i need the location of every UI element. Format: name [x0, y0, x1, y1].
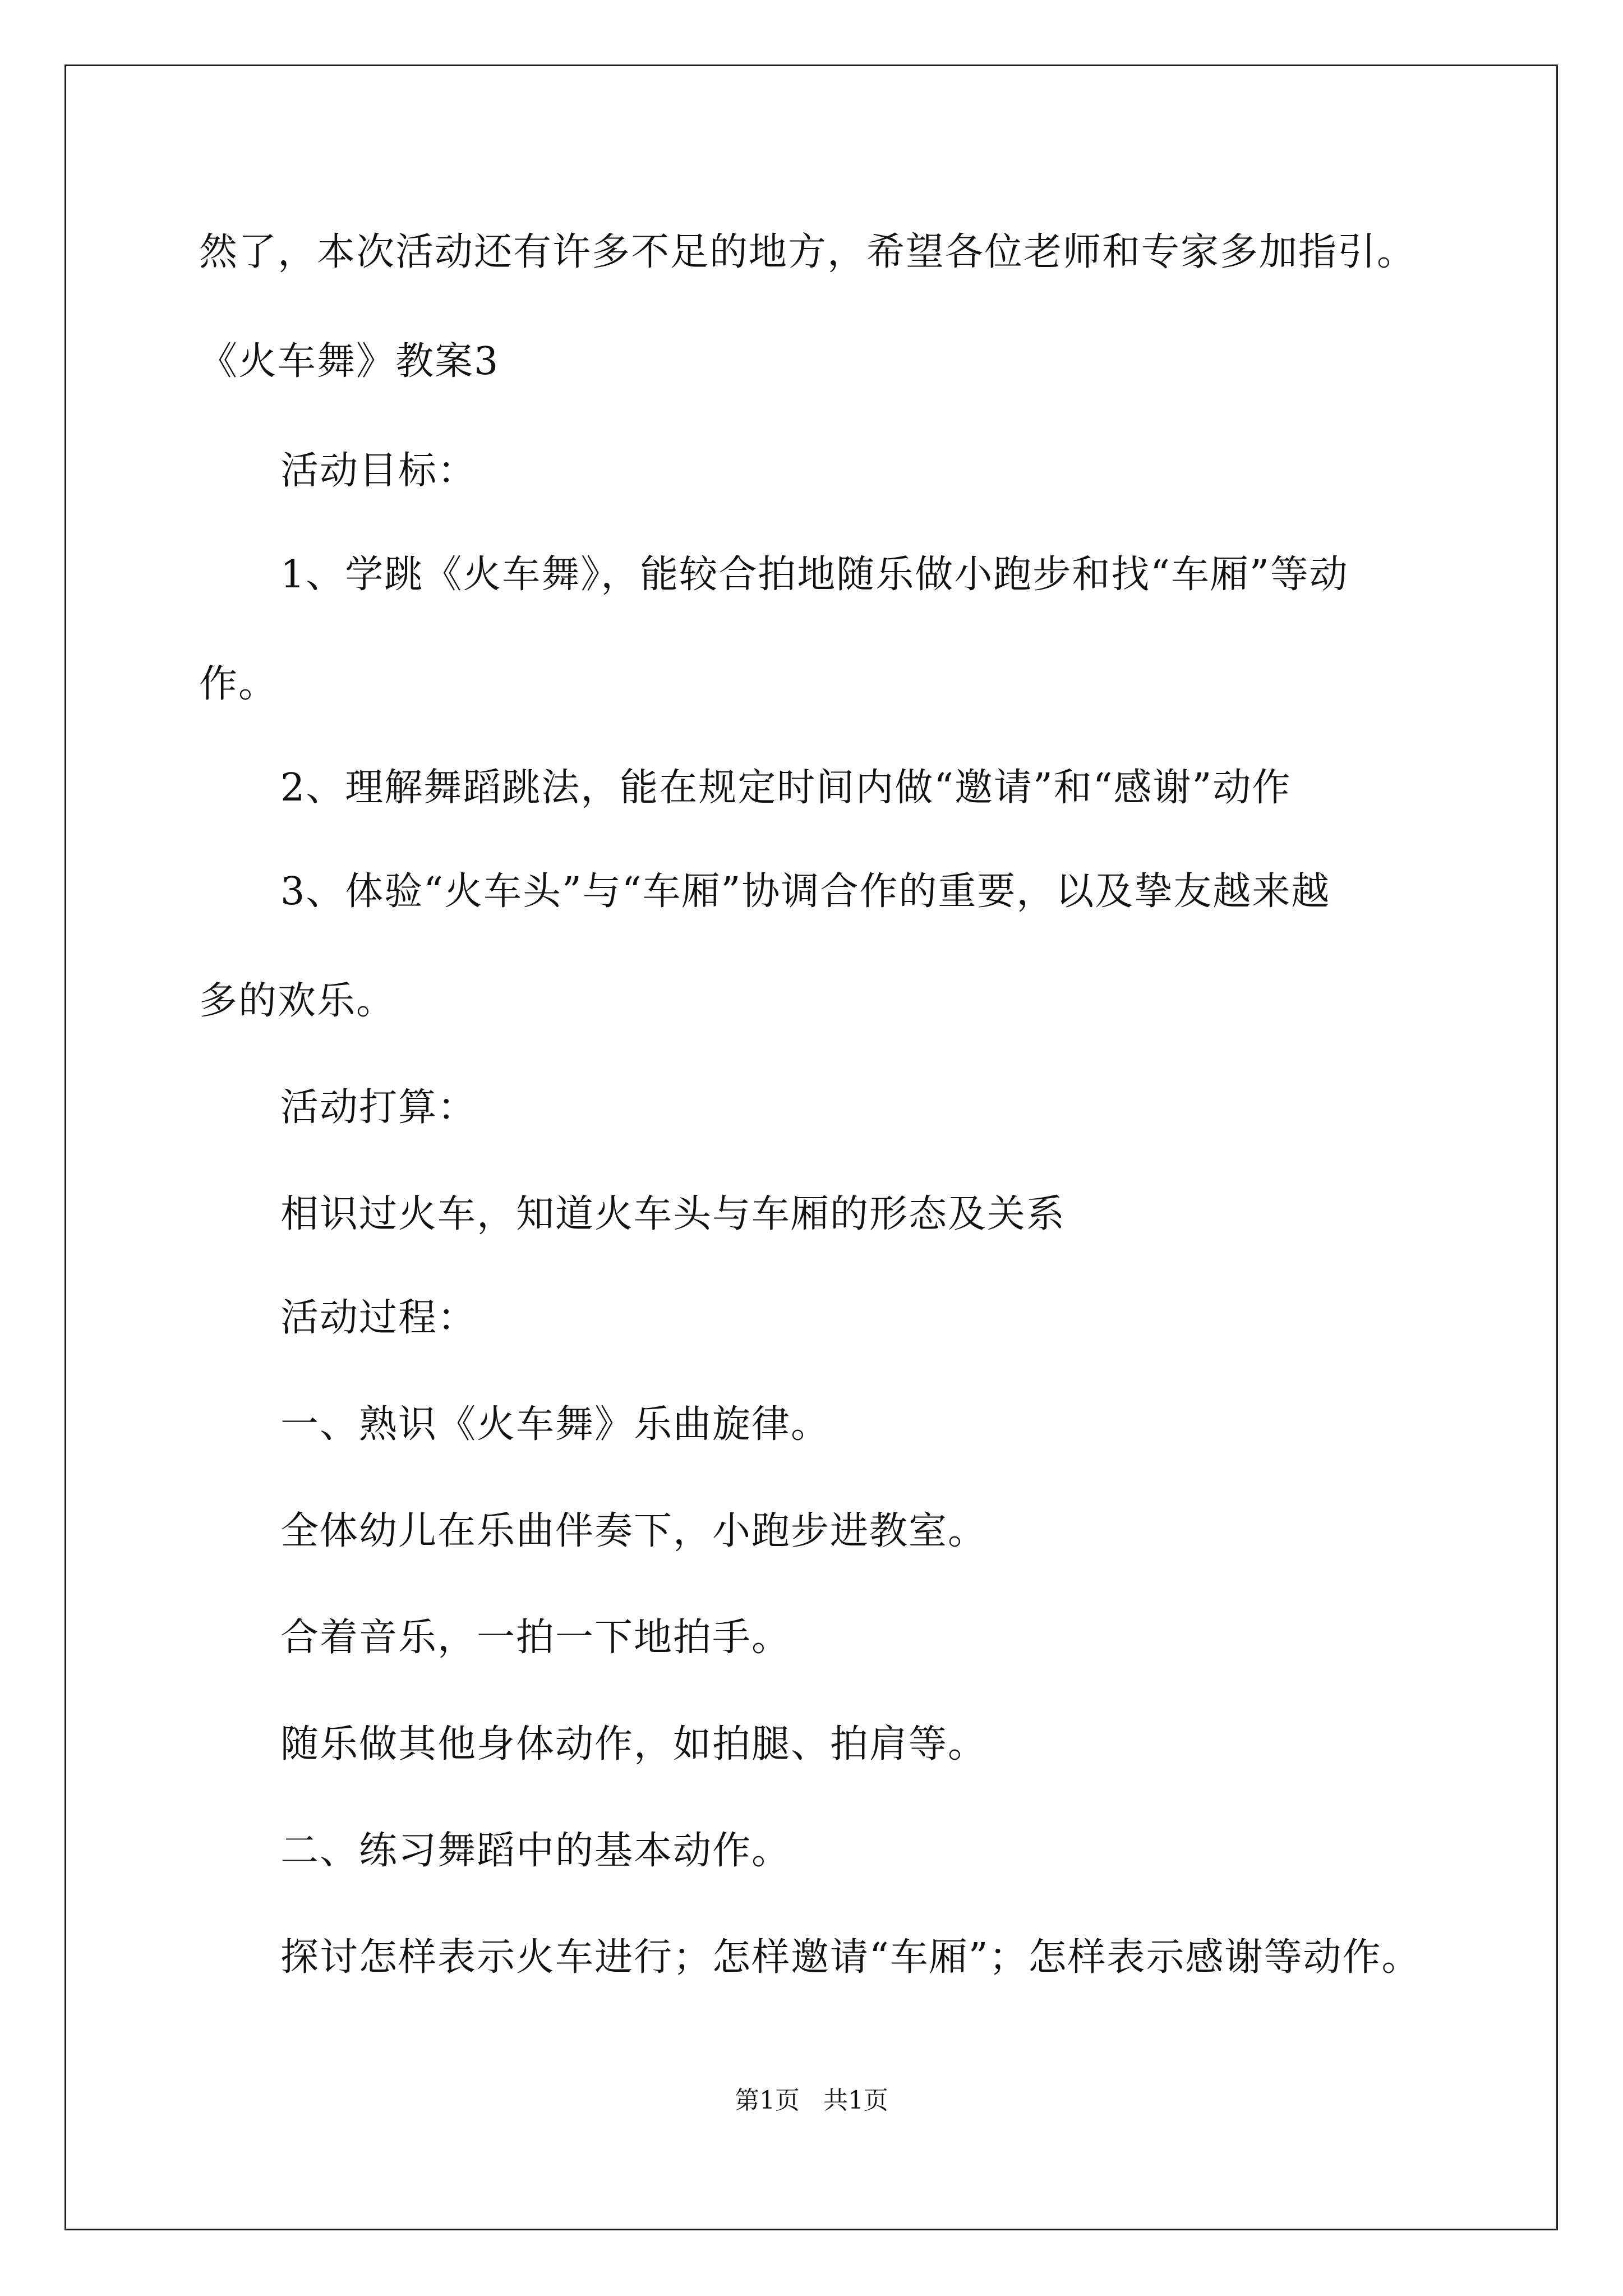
heading-activity-prep: 活动打算： [280, 1085, 477, 1130]
text-line: 2、理解舞蹈跳法，能在规定时间内做“邀请”和“感谢”动作 [280, 766, 1292, 810]
page-number-total: 共1页 [823, 2086, 888, 2115]
text-line: 二、练习舞蹈中的基本动作。 [280, 1829, 791, 1873]
page-number-current: 第1页 [735, 2086, 800, 2115]
text-line: 然了，本次活动还有许多不足的地方，希望各位老师和专家多加指引。 [199, 230, 1417, 274]
text-line: 一、熟识《火车舞》乐曲旋律。 [280, 1402, 831, 1447]
section-title: 《火车舞》教案3 [199, 339, 500, 384]
heading-activity-goals: 活动目标： [280, 449, 477, 493]
text-line: 1、学跳《火车舞》，能较合拍地随乐做小跑步和找“车厢”等动 [280, 553, 1349, 597]
text-line: 探讨怎样表示火车进行；怎样邀请“车厢”；怎样表示感谢等动作。 [280, 1935, 1421, 1980]
text-line: 合着音乐，一拍一下地拍手。 [280, 1616, 791, 1660]
heading-activity-process: 活动过程： [280, 1296, 477, 1340]
page-border [64, 65, 1558, 2230]
text-line: 全体幼儿在乐曲伴奏下，小跑步进教室。 [280, 1509, 988, 1553]
text-line: 多的欢乐。 [199, 979, 396, 1023]
text-line: 3、体验“火车头”与“车厢”协调合作的重要，以及挚友越来越 [280, 869, 1331, 914]
text-line: 相识过火车，知道火车头与车厢的形态及关系 [280, 1192, 1066, 1236]
page-footer [0, 2084, 1623, 2118]
text-line: 随乐做其他身体动作，如拍腿、拍肩等。 [280, 1722, 988, 1766]
text-line: 作。 [199, 662, 278, 706]
